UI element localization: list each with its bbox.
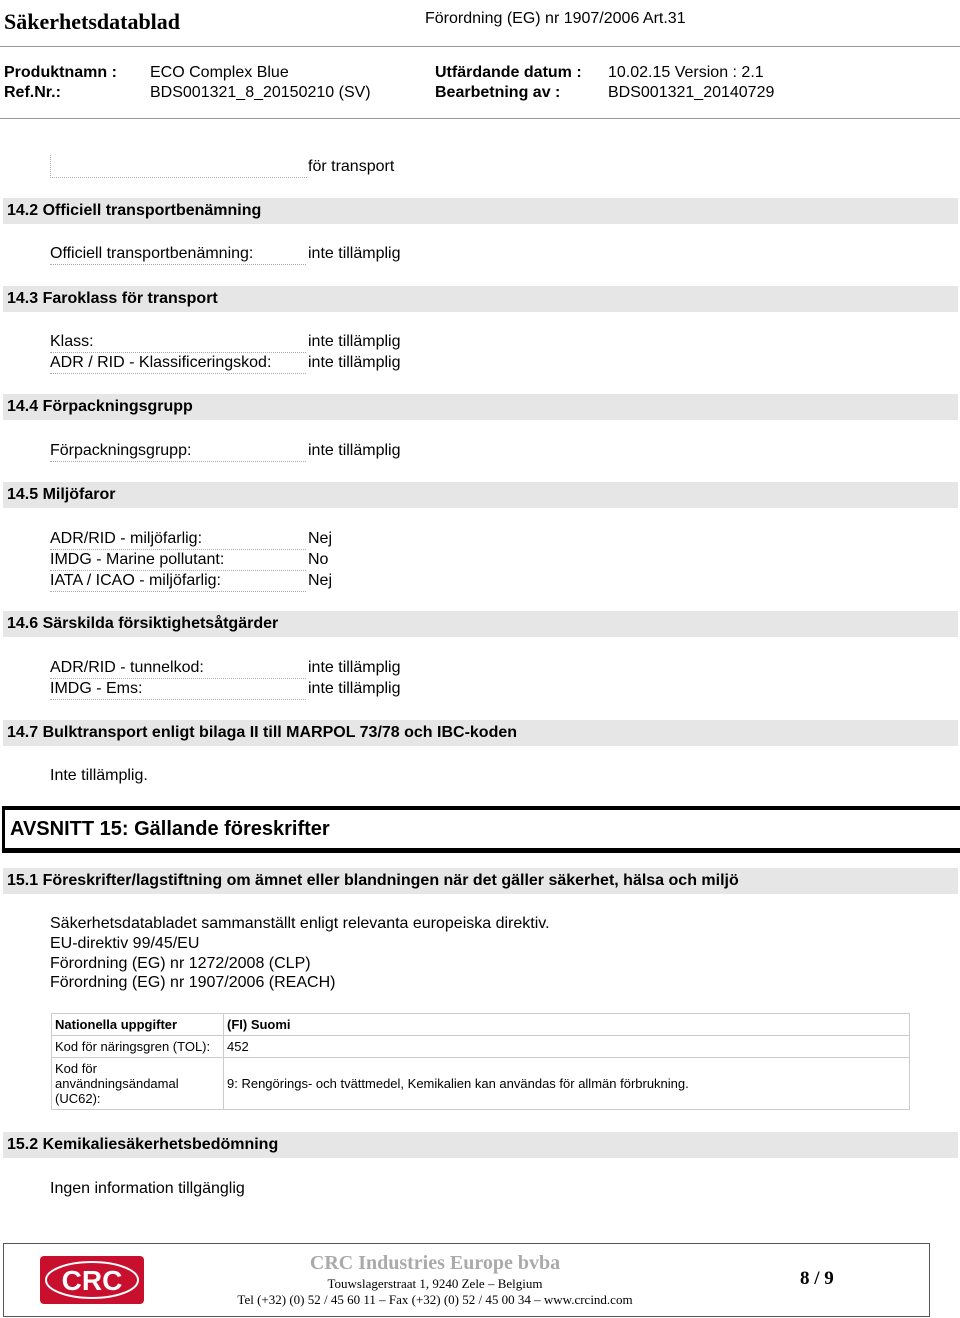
continued-label-cell [50, 155, 307, 178]
iata-env-label: IATA / ICAO - miljöfarlig: [50, 571, 306, 592]
imdg-pollutant-value: No [308, 551, 329, 568]
class-value: inte tillämplig [308, 333, 401, 350]
tunnel-code-value: inte tillämplig [308, 659, 401, 676]
company-contact: Tel (+32) (0) 52 / 45 60 11 – Fax (+32) (0) 52 / 45 00 34 – www.crcind.com [237, 1292, 633, 1307]
document-title: Säkerhetsdatablad [4, 9, 181, 34]
crc-logo-text: CRC [61, 1265, 123, 1296]
section-15-1-heading: 15.1 Föreskrifter/lagstiftning om ämnet eller blandningen när det gäller säkerhet, hälsa och miljö [3, 868, 958, 894]
packing-group-value: inte tillämplig [308, 442, 401, 459]
edited-by-label: Bearbetning av : [435, 84, 561, 101]
company-address: Touwslagerstraat 1, 9240 Zele – Belgium [327, 1276, 543, 1291]
edited-by-value: BDS001321_20140729 [608, 84, 775, 101]
national-info-table [51, 1013, 910, 1110]
uc62-code-value: 9: Rengörings- och tvättmedel, Kemikalien kan användas för allmän förbrukning. [224, 1058, 910, 1110]
regulation-reference: Förordning (EG) nr 1907/2006 Art.31 [425, 10, 686, 27]
national-info-header: Nationella uppgifter [52, 1014, 224, 1036]
section-15-title: AVSNITT 15: Gällande föreskrifter [2, 806, 960, 853]
ref-number-value: BDS001321_8_20150210 (SV) [150, 84, 371, 101]
iata-env-value: Nej [308, 572, 333, 589]
tunnel-code-label: ADR/RID - tunnelkod: [50, 658, 306, 679]
issue-date-value: 10.02.15 Version : 2.1 [608, 64, 764, 81]
packing-group-label: Förpackningsgrupp: [50, 441, 306, 462]
country-header: (FI) Suomi [224, 1014, 910, 1036]
product-name-label: Produktnamn : [4, 64, 117, 81]
official-name-label: Officiell transportbenämning: [50, 244, 306, 265]
header-divider [0, 46, 960, 47]
uc62-code-label: Kod för användningsändamal (UC62): [52, 1058, 224, 1110]
section-14-7-heading: 14.7 Bulktransport enligt bilaga II till MARPOL 73/78 och IBC-koden [3, 720, 958, 746]
adr-env-label: ADR/RID - miljöfarlig: [50, 529, 306, 550]
regulation-line-3: Förordning (EG) nr 1272/2008 (CLP) [50, 955, 311, 972]
company-name: CRC Industries Europe bvba [309, 1252, 561, 1274]
class-label: Klass: [50, 332, 306, 353]
regulation-line-4: Förordning (EG) nr 1907/2006 (REACH) [50, 974, 336, 991]
regulation-line-1: Säkerhetsdatabladet sammanställt enligt relevanta europeiska direktiv. [50, 915, 550, 932]
transport-value: för transport [308, 158, 395, 175]
bulk-transport-text: Inte tillämplig. [50, 767, 148, 784]
regulation-line-2: EU-direktiv 99/45/EU [50, 935, 200, 952]
section-14-6-heading: 14.6 Särskilda försiktighetsåtgärder [3, 611, 958, 637]
adr-env-value: Nej [308, 530, 333, 547]
section-14-2-heading: 14.2 Officiell transportbenämning [3, 198, 958, 224]
safety-assessment-text: Ingen information tillgänglig [50, 1180, 245, 1197]
header-bottom-divider [0, 118, 960, 119]
page-number: 8 / 9 [800, 1268, 834, 1289]
table-row [52, 1014, 910, 1036]
section-14-5-heading: 14.5 Miljöfaror [3, 482, 958, 508]
section-15-2-heading: 15.2 Kemikaliesäkerhetsbedömning [3, 1132, 958, 1158]
imdg-ems-label: IMDG - Ems: [50, 679, 306, 700]
table-row [52, 1058, 910, 1110]
classification-code-value: inte tillämplig [308, 354, 401, 371]
issue-date-label: Utfärdande datum : [435, 64, 582, 81]
imdg-ems-value: inte tillämplig [308, 680, 401, 697]
official-name-value: inte tillämplig [308, 245, 401, 262]
imdg-pollutant-label: IMDG - Marine pollutant: [50, 550, 306, 571]
ref-number-label: Ref.Nr.: [4, 84, 61, 101]
tol-code-value: 452 [224, 1036, 910, 1058]
section-14-3-heading: 14.3 Faroklass för transport [3, 286, 958, 312]
section-14-4-heading: 14.4 Förpackningsgrupp [3, 394, 958, 420]
classification-code-label: ADR / RID - Klassificeringskod: [50, 353, 306, 374]
table-row [52, 1036, 910, 1058]
tol-code-label: Kod för näringsgren (TOL): [52, 1036, 224, 1058]
crc-logo [40, 1256, 144, 1304]
product-name-value: ECO Complex Blue [150, 64, 289, 81]
